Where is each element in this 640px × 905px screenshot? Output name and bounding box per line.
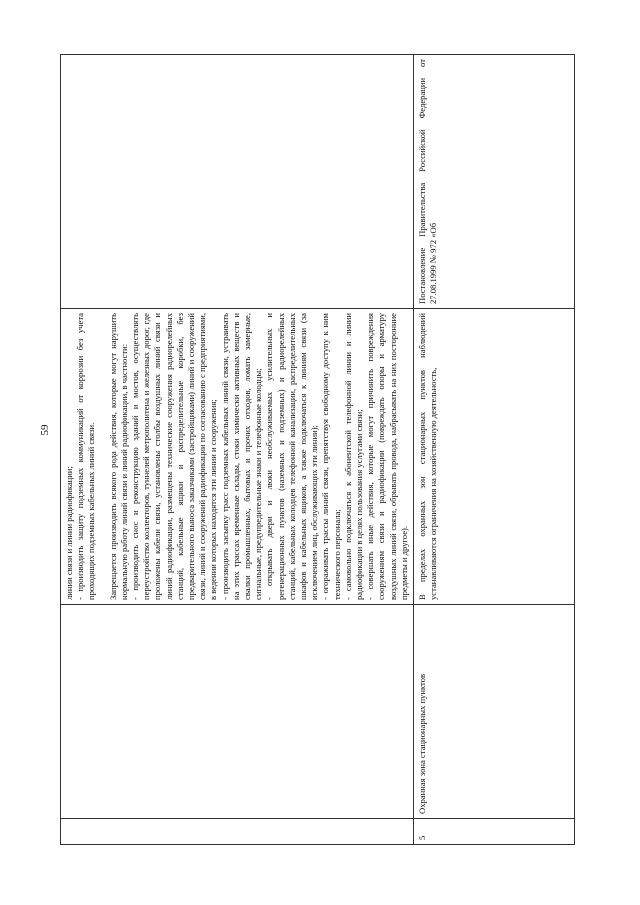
table-row <box>61 55 414 845</box>
legal-basis-cell <box>414 55 575 309</box>
legal-basis-cell <box>61 55 414 309</box>
restriction-paragraph: - производить защиту подземных коммуникаций от коррозии без учета проходящих подземных кабельных линий связи. <box>75 313 97 600</box>
restriction-paragraph: линии связи и линии радиофикации; <box>64 466 74 600</box>
zone-name-cell: Охранная зона стационарных пунктов <box>414 605 575 819</box>
table-row <box>414 55 575 845</box>
restriction-paragraph: - совершать иные действия, которые могут причинить повреждения сооружениям связи и радиофикации (повреждать опоры и арматуру воздушных линий связи, обрывать провода, набрасывать на них посторонние предметы и другое). <box>365 313 409 600</box>
restriction-paragraph: Запрещается производить всякого рода действия, которые могут нарушить нормальную работу линий связи и линий радиофикации, в частности: <box>107 313 129 600</box>
document-table <box>60 55 575 845</box>
page-number: 59 <box>39 424 51 436</box>
restrictions-cell <box>61 309 414 605</box>
restriction-paragraph: - производить засыпку трасс подземных кабельных линий связи, устраивать на этих трассах временные склады, стоки химически активных веществ и свалки промышленных, бытовых и прочих отходов, ломать замерные, сигнальные, предупредительные знаки и телефонные колодцы; <box>219 313 264 600</box>
restriction-paragraph: В пределах охранных зон стационарных пунктов наблюдений устанавливаются ограничения на хозяйственную деятельность, <box>417 313 439 600</box>
restrictions-cell <box>414 309 575 605</box>
zone-name-cell <box>61 605 414 819</box>
restriction-paragraph: - производить снос и реконструкцию зданий и мостов, осуществлять переустройство коллекторов, туннелей метрополитена и железных дорог, где проложены кабели связи, установлены столбы воздушных линий связи и линий радиофикации, размещены технические сооружения радиорелейных станций, кабельные ящики и распределительные коробки, без предварительного выноса заказчиками (застройщиками) линий и сооружений связи, линий и сооружений радиофикации по согласованию с предприятиями, в ведении которых находятся эти линии и сооружения; <box>130 313 219 600</box>
restriction-paragraph: - огораживать трассы линий связи, препятствуя свободному доступу к ним технического персонала; <box>320 313 342 600</box>
restriction-paragraph: - открывать двери и люки необслуживаемых усилительных и регенерационных пунктов (наземных и подземных) и радиорелейных станций, кабельных колодцев телефонной канализации, распределительных шкафов и кабельных ящиков, а также подключаться к линиям связи (за исключением лиц, обслуживающих эти линии); <box>264 313 320 600</box>
legal-basis-text: Постановление Правительства Российской Федерации от 27.08.1999 № 972 «Об <box>417 59 439 304</box>
row-number-cell: 5 <box>414 819 575 845</box>
restriction-paragraph: - самовольно подключаться к абонентской телефонной линии и линии радиофикации в целях пользования услугами связи; <box>342 313 365 600</box>
row-number-cell <box>61 819 414 845</box>
